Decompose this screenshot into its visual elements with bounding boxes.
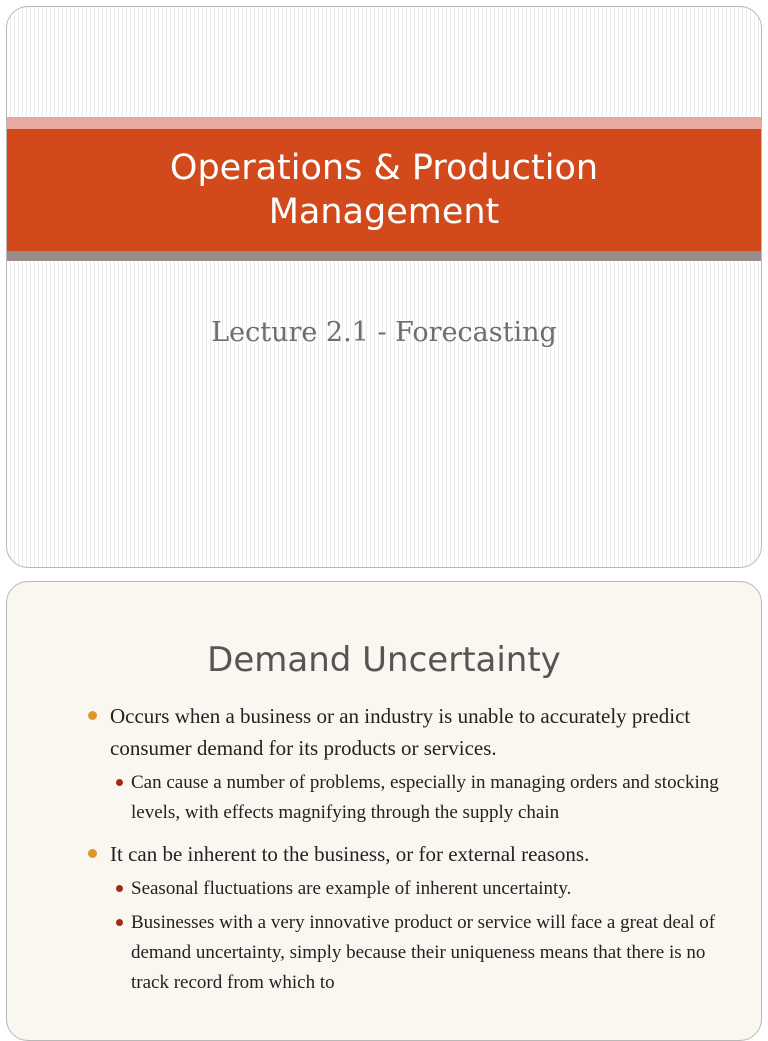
bullet-text: Seasonal fluctuations are example of inherent uncertainty.	[131, 878, 572, 899]
accent-band-bottom	[7, 251, 761, 261]
title-slide	[6, 6, 762, 568]
list-item	[7, 768, 762, 828]
bullet-dot-icon	[116, 885, 123, 892]
bullet-text: It can be inherent to the business, or for external reasons.	[110, 842, 590, 866]
list-item	[7, 874, 762, 904]
slide-title: Operations & Production Management	[169, 148, 599, 232]
bullet-dot-icon	[116, 779, 123, 786]
bullet-dot-icon	[116, 919, 123, 926]
bullet-text: Can cause a number of problems, especially in managing orders and stocking levels, with effects magnifying through the supply chain	[131, 772, 719, 823]
content-slide	[6, 581, 762, 1041]
accent-band-top	[7, 117, 761, 129]
bullet-text: Occurs when a business or an industry is unable to accurately predict consumer demand for its products or services.	[110, 704, 691, 760]
slide-subtitle: Lecture 2.1 - Forecasting	[211, 317, 557, 348]
bullet-dot-icon	[88, 711, 97, 720]
slide-heading: Demand Uncertainty	[207, 640, 561, 680]
bullet-text: Businesses with a very innovative product or service will face a great deal of demand uncertainty, simply because their uniqueness means that there is no track record from which to	[131, 912, 716, 993]
list-item	[7, 908, 762, 998]
title-band	[7, 129, 761, 251]
list-item	[7, 700, 762, 764]
bullet-list	[7, 700, 762, 998]
list-item	[7, 838, 762, 870]
bullet-dot-icon	[88, 849, 97, 858]
